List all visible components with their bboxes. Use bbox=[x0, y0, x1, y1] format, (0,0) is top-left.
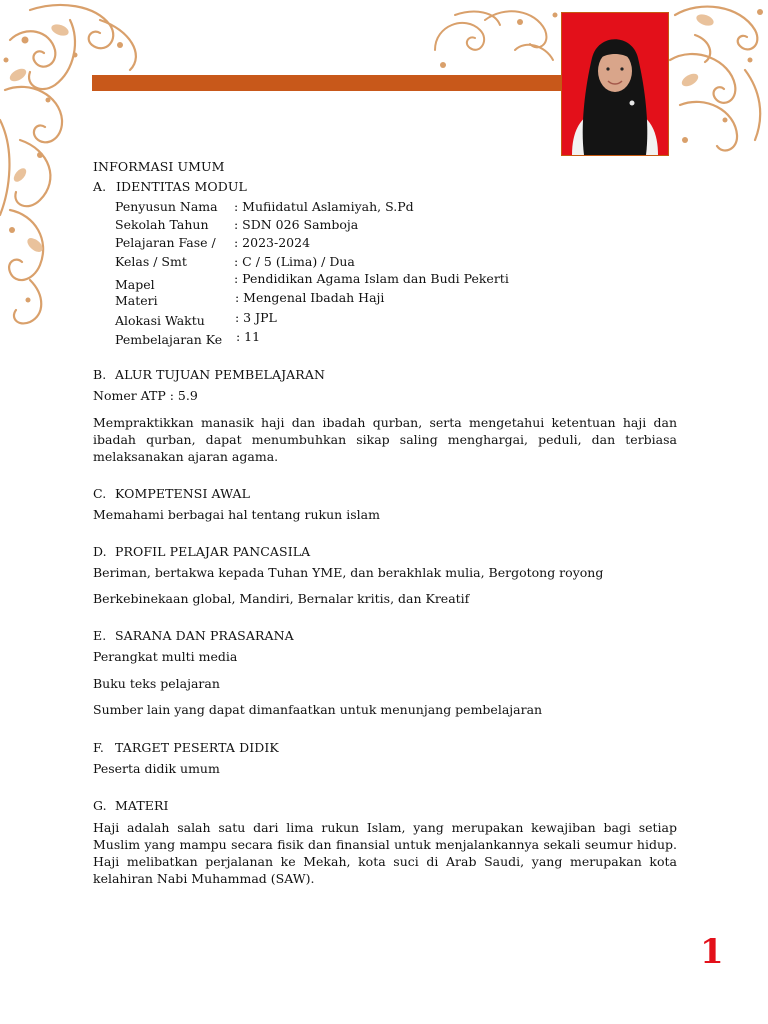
kompetensi-awal-text: Memahami berbagai hal tentang rukun islam bbox=[93, 507, 380, 522]
floral-ornament-top bbox=[425, 0, 565, 80]
identity-value: : Pendidikan Agama Islam dan Budi Pekerti bbox=[234, 271, 509, 286]
identity-label: Kelas / Smt bbox=[115, 254, 187, 269]
identity-value: : Mengenal Ibadah Haji bbox=[235, 290, 385, 305]
section-b-title: ALUR TUJUAN PEMBELAJARAN bbox=[115, 367, 325, 382]
page-number: 1 bbox=[700, 932, 724, 972]
identity-label: Pelajaran Fase / bbox=[115, 235, 216, 250]
floral-ornament-right bbox=[665, 0, 768, 160]
section-e-title: SARANA DAN PRASARANA bbox=[115, 628, 294, 643]
atp-number: Nomer ATP : 5.9 bbox=[93, 388, 198, 403]
header-accent-bar bbox=[92, 75, 562, 91]
section-e-letter: E. bbox=[93, 628, 107, 643]
section-c-title: KOMPETENSI AWAL bbox=[115, 486, 251, 501]
target-text: Peserta didik umum bbox=[93, 761, 220, 776]
identity-label: Materi bbox=[115, 293, 158, 308]
identity-label: Pembelajaran Ke bbox=[115, 332, 223, 347]
section-d-title: PROFIL PELAJAR PANCASILA bbox=[115, 544, 311, 559]
section-f-title: TARGET PESERTA DIDIK bbox=[115, 740, 279, 755]
identity-value: : C / 5 (Lima) / Dua bbox=[234, 254, 355, 269]
identity-label: Penyusun Nama bbox=[115, 199, 218, 214]
section-g-letter: G. bbox=[93, 798, 107, 813]
page-title: INFORMASI UMUM bbox=[93, 159, 225, 174]
sarana-item: Buku teks pelajaran bbox=[93, 676, 220, 691]
section-d-letter: D. bbox=[93, 544, 107, 559]
identity-value: : 2023-2024 bbox=[234, 235, 311, 250]
identity-value: : SDN 026 Samboja bbox=[234, 217, 359, 232]
section-c-letter: C. bbox=[93, 486, 107, 501]
identity-label: Mapel bbox=[115, 277, 155, 292]
sarana-item: Perangkat multi media bbox=[93, 649, 238, 664]
profil-item: Beriman, bertakwa kepada Tuhan YME, dan berakhlak mulia, Bergotong royong bbox=[93, 565, 604, 580]
identity-label: Sekolah Tahun bbox=[115, 217, 209, 232]
section-a-letter: A. bbox=[93, 179, 107, 194]
identity-value: : Mufiidatul Aslamiyah, S.Pd bbox=[234, 199, 414, 214]
atp-text: Mempraktikkan manasik haji dan ibadah qurban, serta mengetahui ketentuan haji dan ibadah qurban, dapat menumbuhkan sikap saling menghargai, peduli, dan terbiasa melaksanakan ajaran agama. bbox=[93, 415, 677, 464]
identity-value: : 3 JPL bbox=[235, 310, 277, 325]
profil-item: Berkebinekaan global, Mandiri, Bernalar kritis, dan Kreatif bbox=[93, 591, 470, 606]
identity-value: : 11 bbox=[236, 329, 261, 344]
sarana-item: Sumber lain yang dapat dimanfaatkan untuk menunjang pembelajaran bbox=[93, 702, 543, 717]
person-portrait-icon bbox=[562, 13, 668, 155]
section-f-letter: F. bbox=[93, 740, 104, 755]
section-a-title: IDENTITAS MODUL bbox=[116, 179, 247, 194]
identity-label: Alokasi Waktu bbox=[115, 313, 205, 328]
section-g-title: MATERI bbox=[115, 798, 169, 813]
author-photo bbox=[561, 12, 669, 156]
materi-text: Haji adalah salah satu dari lima rukun Islam, yang merupakan kewajiban bagi setiap Muslim yang mampu secara fisik dan finansial untuk menjalankannya sekali seumur hidup. Haji melibatkan perjalanan ke Mekah, kota suci di Arab Saudi, yang merupakan kota kelahiran Nabi Muhammad (SAW). bbox=[93, 820, 677, 886]
section-b-letter: B. bbox=[93, 367, 107, 382]
